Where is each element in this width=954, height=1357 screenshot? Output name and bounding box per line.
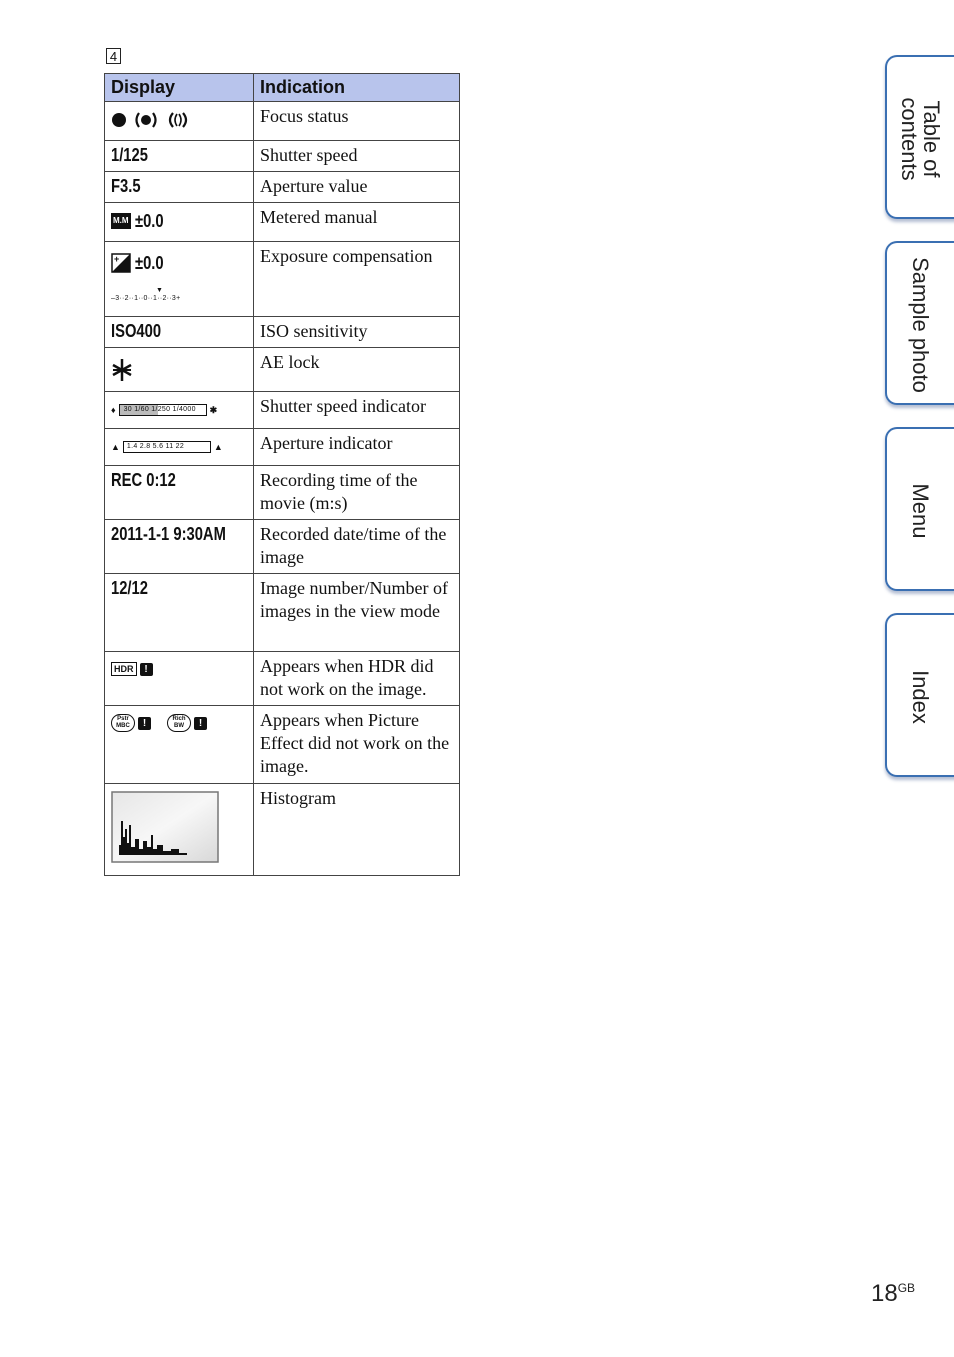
indication-cell: Aperture value [254,172,460,203]
ev-scale: –3··2··1··0··1··2··3+ [111,295,181,302]
display-cell: 2011-1-1 9:30AM [105,520,254,574]
table-row [105,784,460,876]
shutter-speed-scale: 30 1/60 1/250 1/4000 [119,404,207,416]
tab-table-of-contents[interactable] [885,55,954,219]
table-row [105,652,460,706]
table-header-row [105,74,460,102]
tab-index[interactable] [885,613,954,777]
warning-icon: ! [138,717,151,730]
indication-cell: Appears when Picture Effect did not work on the image. [254,706,460,784]
ae-lock-icon [111,357,133,383]
aperture-scale: 1.4 2.8 5.6 11 22 [123,441,211,453]
tab-label: Index [908,670,933,724]
svg-text:+: + [114,254,120,264]
tab-menu[interactable] [885,427,954,591]
section-marker: 4 [106,48,121,64]
indication-cell: Shutter speed [254,141,460,172]
display-cell: 12/12 [105,574,254,652]
table-row [105,242,460,317]
focus-locked-icon [111,112,127,128]
indication-cell: ISO sensitivity [254,317,460,348]
mountain-icon: ▲ [111,441,120,452]
exposure-compensation-icon [111,253,131,273]
indication-cell: Focus status [254,102,460,141]
display-cell: F3.5 [105,172,254,203]
warning-icon: ! [140,663,153,676]
display-indication-table [104,73,460,876]
table-row [105,706,460,784]
indication-cell: Recorded date/time of the image [254,520,460,574]
header-indication: Indication [254,74,460,102]
table-row [105,466,460,520]
tab-sample-photo[interactable] [885,241,954,405]
display-cell [105,348,254,392]
display-cell [105,706,254,784]
hdr-icon: HDR [111,662,137,676]
indication-cell: Histogram [254,784,460,876]
display-cell [105,102,254,141]
posterization-icon: Pstr MBC [111,714,135,732]
header-display: Display [105,74,254,102]
indication-cell: AE lock [254,348,460,392]
table-row [105,203,460,242]
focus-continuous-icon [133,110,159,130]
indication-cell: Exposure compensation [254,242,460,317]
table-row [105,102,460,141]
warning-icon: ! [194,717,207,730]
display-cell: M.M ±0.0 [105,203,254,242]
indication-cell: Shutter speed indicator [254,392,460,429]
metered-manual-icon: M.M [111,213,131,229]
indication-cell: Appears when HDR did not work on the image. [254,652,460,706]
table-row [105,348,460,392]
tab-label: Table of contents [897,97,944,181]
tab-label: Sample photo [908,257,933,393]
table-row [105,317,460,348]
page-number: $18^{GB}$ [871,1280,916,1307]
indication-cell: Metered manual [254,203,460,242]
display-cell: ISO400 [105,317,254,348]
rich-tone-mono-icon: Rich BW [167,714,191,732]
mountains-icon: ▲ [213,441,223,452]
display-cell: REC 0:12 [105,466,254,520]
ev-scale-pointer: ▼ [156,287,163,294]
running-icon: ✱ [209,404,218,415]
display-cell [105,392,254,429]
display-cell [105,429,254,466]
histogram-icon [111,791,219,863]
table-row [105,172,460,203]
person-icon: ♦ [111,404,116,415]
table-row [105,429,460,466]
display-cell [105,652,254,706]
display-cell [105,784,254,876]
tab-label: Menu [908,483,933,539]
display-cell: 1/125 [105,141,254,172]
display-cell: + ±0.0 ▼ –3··2··1··0··1··2··3+ [105,242,254,317]
table-row [105,574,460,652]
indication-cell: Image number/Number of images in the view mode [254,574,460,652]
indication-cell: Aperture indicator [254,429,460,466]
table-row [105,141,460,172]
table-row [105,520,460,574]
page-number-suffix: GB [897,1281,916,1295]
focus-adjusting-icon [165,110,191,130]
table-row [105,392,460,429]
indication-cell: Recording time of the movie (m:s) [254,466,460,520]
